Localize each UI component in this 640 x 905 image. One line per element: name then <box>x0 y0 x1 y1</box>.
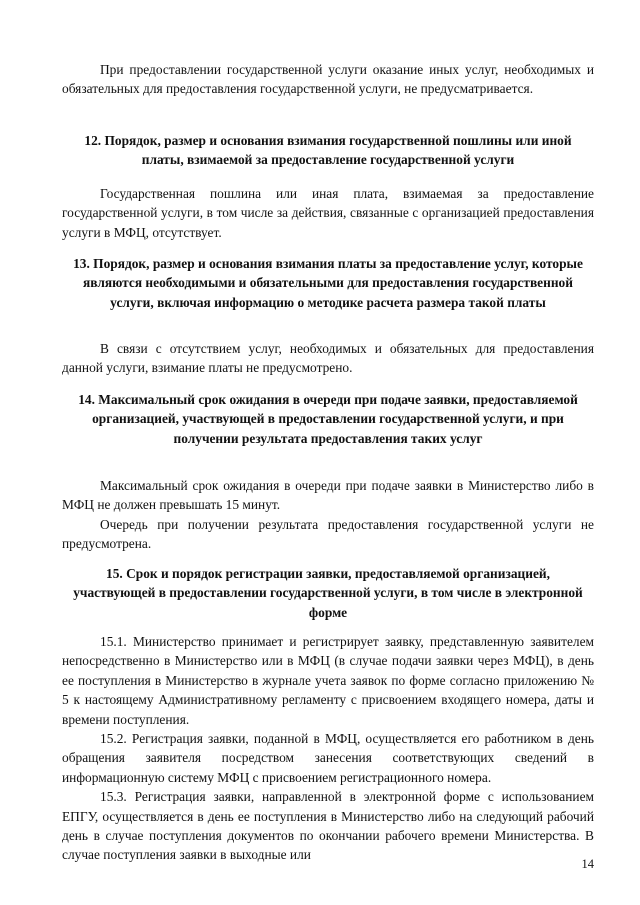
paragraph-15-3: 15.3. Регистрация заявки, направленной в электронной форме с использованием ЕПГУ, осуществляется в день ее поступления в Министерство либо на следующий рабочий день в случае поступления документов по окончании рабочего времени Министерства. В случае поступления заявки в выходные или <box>62 789 594 863</box>
paragraph-intro: При предоставлении государственной услуги оказание иных услуг, необходимых и обязательных для предоставления государственной услуги, не предусматривается. <box>62 62 594 97</box>
section-12-heading-block <box>76 131 580 170</box>
section-14-heading-block <box>66 390 590 448</box>
section-12-body <box>62 184 594 242</box>
page-number: 14 <box>581 857 594 871</box>
section-15-heading: 15. Срок и порядок регистрации заявки, предоставляемой организацией, участвующей в предоставлении государственной услуги, в том числе в электронной форме <box>73 566 583 620</box>
paragraph-14-2: Очередь при получении результата предоставления государственной услуги не предусмотрена. <box>62 516 594 552</box>
paragraph-12: Государственная пошлина или иная плата, взимаемая за предоставление государственной услуги, в том числе за действия, связанные с организацией предоставления услуги в МФЦ, отсутствует. <box>62 186 594 240</box>
section-14-heading: 14. Максимальный срок ожидания в очереди при подаче заявки, предоставляемой организацией, участвующей в предоставлении государственной услуги, и при получении результата предоставления таких услуг <box>78 392 578 446</box>
paragraph-13: В связи с отсутствием услуг, необходимых и обязательных для предоставления данной услуги, взимание платы не предусмотрено. <box>62 341 594 376</box>
section-14-body <box>62 476 594 554</box>
section-15-heading-block <box>72 564 584 622</box>
section-13-heading: 13. Порядок, размер и основания взимания платы за предоставление услуг, которые являются необходимыми и обязательными для предоставления государственной услуги, включая информацию о методике расчета размера такой платы <box>73 256 583 310</box>
paragraph-15-1: 15.1. Министерство принимает и регистрирует заявку, представленную заявителем непосредственно в Министерство или в МФЦ (в случае подачи заявки через МФЦ), в день ее поступления в Министерство в журнале учета заявок по форме согласно приложению № 5 к настоящему Административному регламенту с присвоением входящего номера, даты и времени поступления. <box>62 634 594 727</box>
paragraph-15-2: 15.2. Регистрация заявки, поданной в МФЦ, осуществляется его работником в день обращения заявителя посредством занесения соответствующих сведений в информационную систему МФЦ с присвоением регистрационного номера. <box>62 731 594 785</box>
paragraph-14-1: Максимальный срок ожидания в очереди при подаче заявки в Министерство либо в МФЦ не должен превышать 15 минут. <box>62 478 594 513</box>
section-12-heading: 12. Порядок, размер и основания взимания государственной пошлины или иной платы, взимаемой за предоставление государственной услуги <box>84 133 572 168</box>
section-13-body <box>62 339 594 378</box>
section-15-body <box>62 632 594 865</box>
section-11-tail <box>62 60 594 99</box>
section-13-heading-block <box>66 254 590 312</box>
